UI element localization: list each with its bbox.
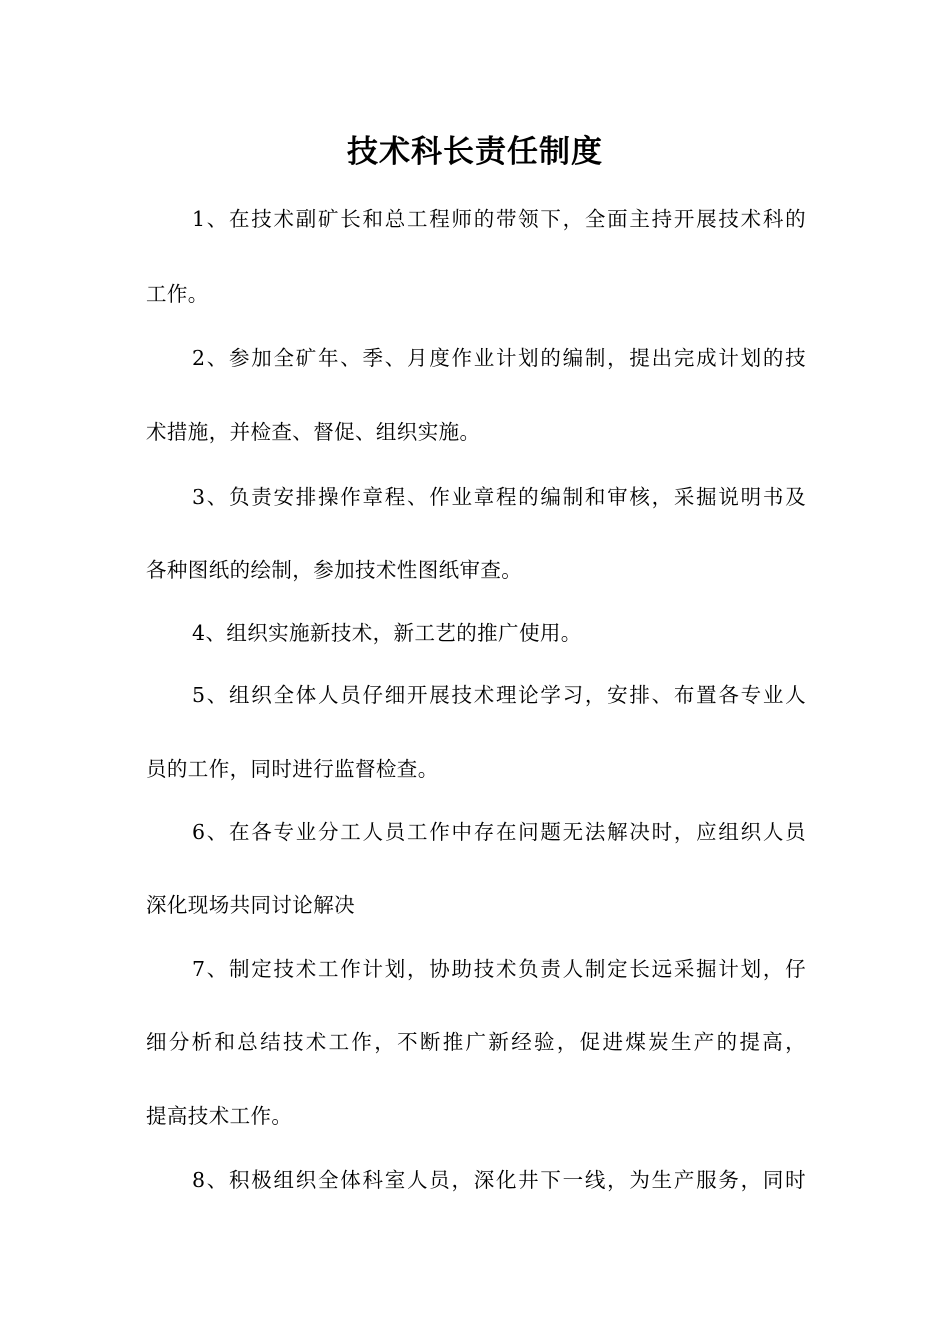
clause-8-line-1: 8、积极组织全体科室人员，深化井下一线，为生产服务，同时 bbox=[192, 1168, 806, 1192]
clause-7-line-2: 细分析和总结技术工作，不断推广新经验，促进煤炭生产的提高， bbox=[146, 1030, 806, 1054]
clause-6-line-1: 6、在各专业分工人员工作中存在问题无法解决时，应组织人员 bbox=[192, 820, 806, 844]
clause-7-line-3: 提高技术工作。 bbox=[146, 1104, 293, 1128]
clause-2-line-2: 术措施，并检查、督促、组织实施。 bbox=[146, 420, 481, 444]
clause-1-line-2: 工作。 bbox=[146, 282, 209, 306]
clause-4-line-1: 4、组织实施新技术，新工艺的推广使用。 bbox=[192, 621, 582, 645]
clause-2-line-1: 2、参加全矿年、季、月度作业计划的编制，提出完成计划的技 bbox=[192, 346, 806, 370]
clause-6-line-2: 深化现场共同讨论解决 bbox=[146, 893, 355, 917]
document-title: 技术科长责任制度 bbox=[347, 134, 603, 170]
clause-1-line-1: 1、在技术副矿长和总工程师的带领下，全面主持开展技术科的 bbox=[192, 207, 806, 231]
clause-7-line-1: 7、制定技术工作计划，协助技术负责人制定长远采掘计划，仔 bbox=[192, 957, 806, 981]
clause-5-line-2: 员的工作，同时进行监督检查。 bbox=[146, 757, 439, 781]
clause-3-line-1: 3、负责安排操作章程、作业章程的编制和审核，采掘说明书及 bbox=[192, 485, 806, 509]
clause-3-line-2: 各种图纸的绘制，参加技术性图纸审查。 bbox=[146, 558, 523, 582]
clause-5-line-1: 5、组织全体人员仔细开展技术理论学习，安排、布置各专业人 bbox=[192, 683, 806, 707]
